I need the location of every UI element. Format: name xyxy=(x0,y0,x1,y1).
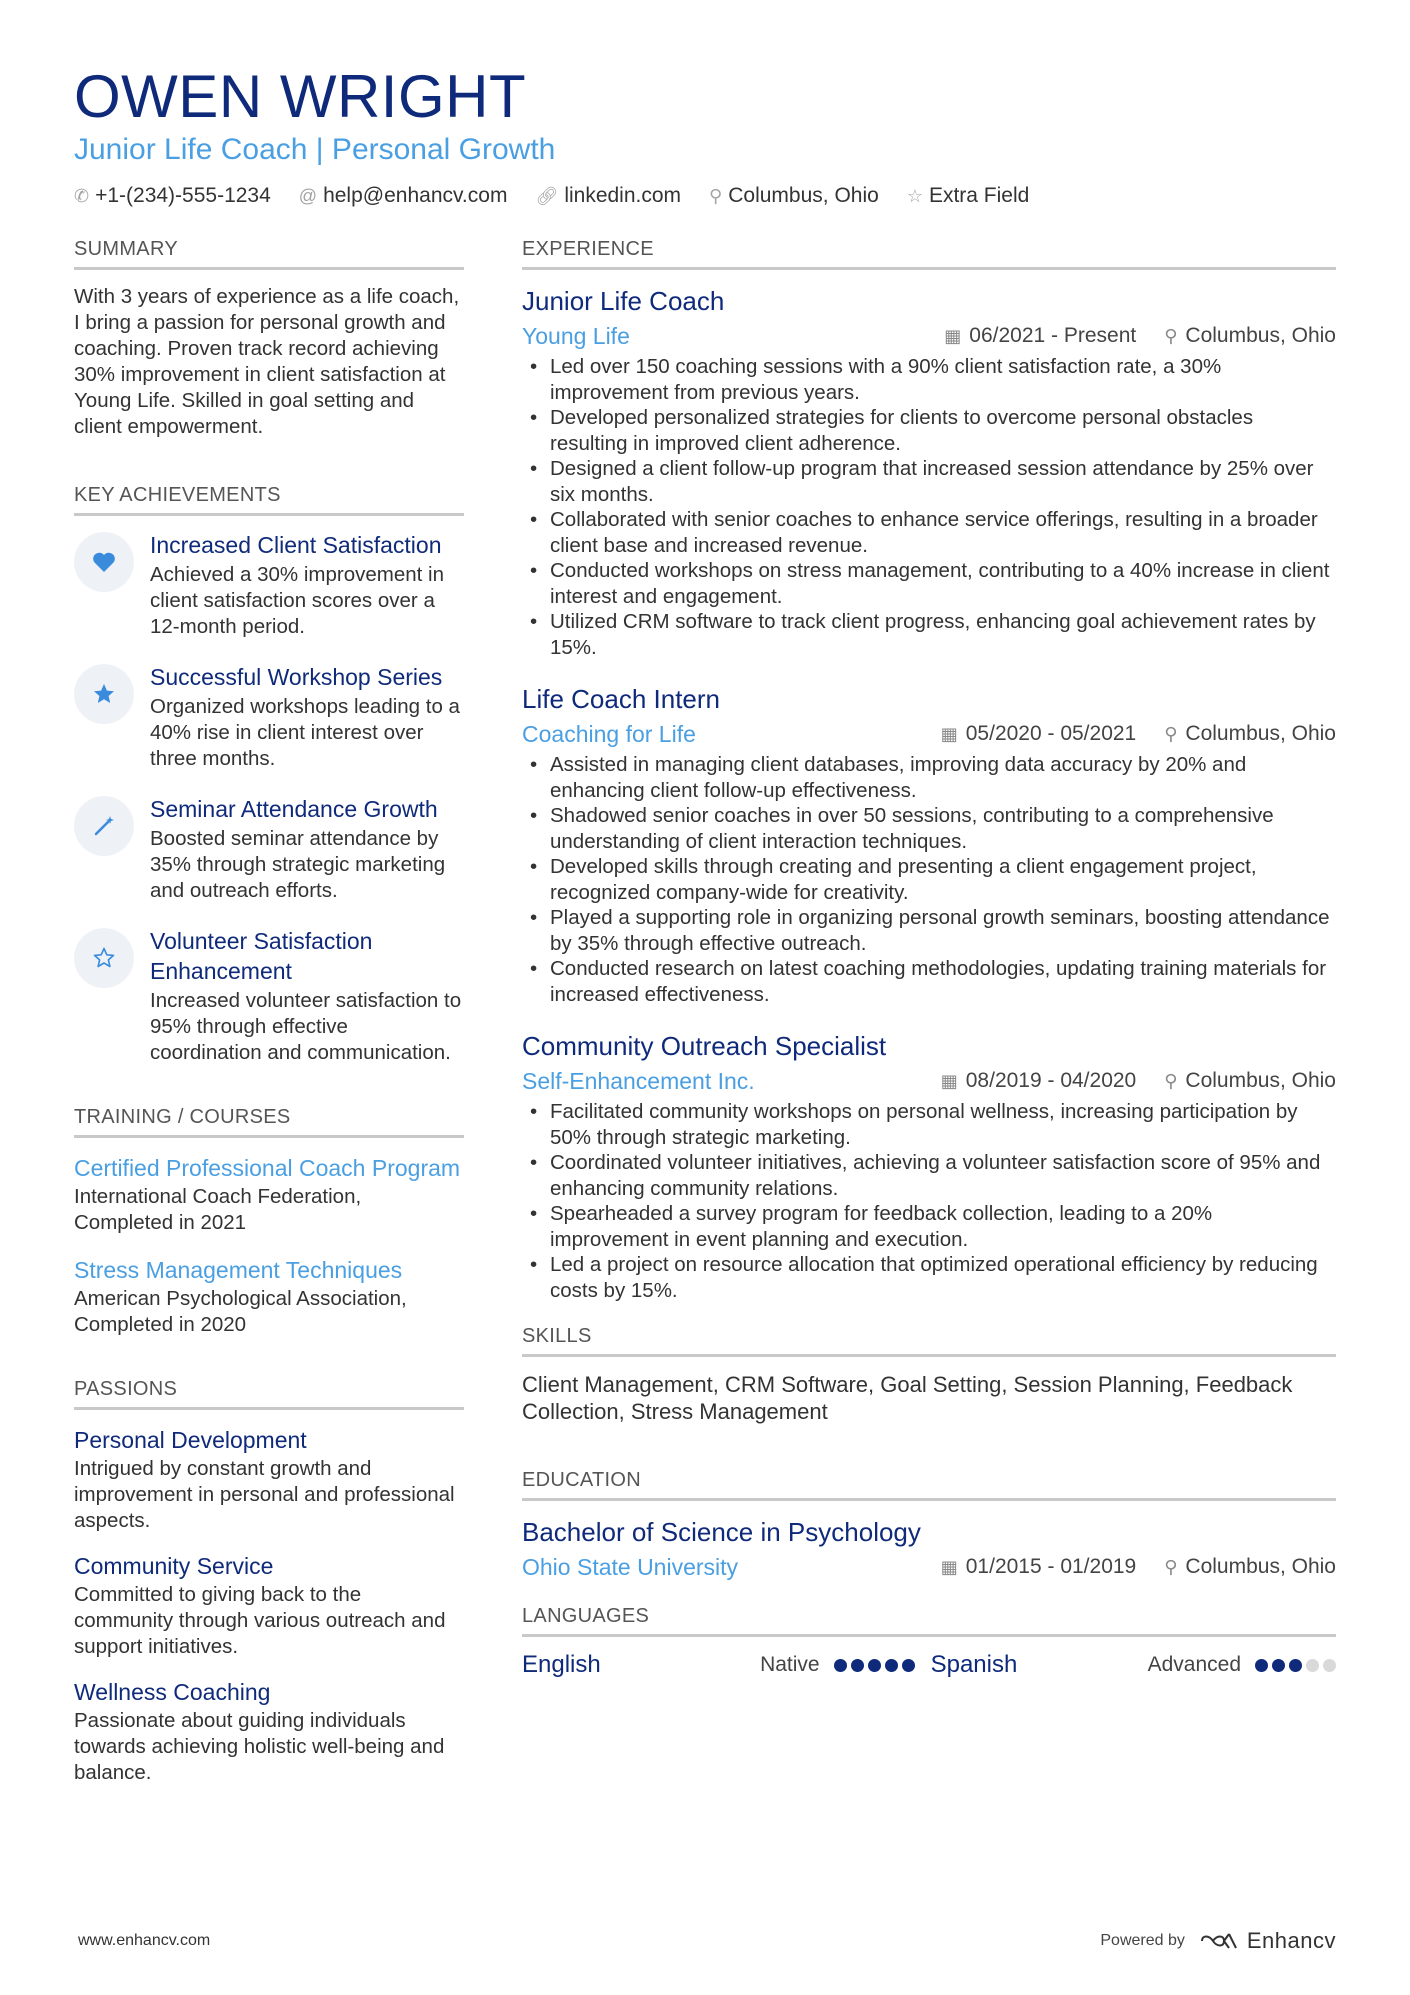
passion-desc: Intrigued by constant growth and improvement in personal and professional aspects. xyxy=(74,1457,455,1532)
list-item: • Shadowed senior coaches in over 50 sessions, contributing to a comprehensive understanding of client interaction techniques. xyxy=(522,803,1336,854)
list-item: • Developed personalized strategies for clients to overcome personal obstacles resulting in improved client adherence. xyxy=(522,405,1336,456)
powered-label: Powered by xyxy=(1100,1932,1185,1949)
job-title: Community Outreach Specialist xyxy=(522,1031,887,1061)
brand-name: Enhancv xyxy=(1246,1928,1336,1953)
contact-phone[interactable]: ✆ +1-(234)-555-1234 xyxy=(74,184,271,207)
achievement-item xyxy=(74,530,464,640)
rating-dot-filled xyxy=(1289,1659,1302,1672)
achievement-item xyxy=(74,662,464,772)
passion-desc: Committed to giving back to the community through various outreach and support initiatives. xyxy=(74,1583,446,1658)
passion-title: Community Service xyxy=(74,1553,274,1579)
location-pin-icon: ⚲ xyxy=(1164,325,1178,346)
education-dates: 01/2015 - 01/2019 xyxy=(965,1555,1137,1578)
location-pin-icon: ⚲ xyxy=(1164,723,1178,744)
list-item: • Coordinated volunteer initiatives, achieving a volunteer satisfaction score of 95% and enhancing community relations. xyxy=(522,1150,1336,1201)
list-item: • Conducted research on latest coaching methodologies, updating training materials for increased effectiveness. xyxy=(522,956,1336,1007)
job-company: Young Life xyxy=(522,323,630,349)
language-name: Spanish xyxy=(930,1651,1018,1678)
rating-dot-empty xyxy=(1323,1659,1336,1672)
calendar-icon: ▦ xyxy=(940,1556,958,1577)
course-title: Certified Professional Coach Program xyxy=(74,1155,461,1181)
brand-logo[interactable] xyxy=(1199,1928,1336,1954)
achievement-title: Successful Workshop Series xyxy=(150,664,443,690)
training-section xyxy=(74,1106,464,1338)
calendar-icon: ▦ xyxy=(944,325,962,346)
achievements-section xyxy=(74,484,464,1066)
job-bullets xyxy=(522,354,1336,660)
rating-dot-filled xyxy=(1272,1659,1285,1672)
list-item: • Played a supporting role in organizing personal growth seminars, boosting attendance by 35% through effective outreach. xyxy=(522,905,1336,956)
language-level: Advanced xyxy=(1147,1653,1241,1676)
education-section xyxy=(522,1469,1336,1583)
rating-dot-filled xyxy=(885,1659,898,1672)
section-title: EXPERIENCE xyxy=(522,238,1336,270)
achievement-title: Volunteer Satisfaction Enhancement xyxy=(150,928,373,984)
passion-item xyxy=(74,1424,464,1534)
contact-email[interactable]: @ help@enhancv.com xyxy=(298,184,508,207)
job-company: Self-Enhancement Inc. xyxy=(522,1068,755,1094)
achievement-desc: Achieved a 30% improvement in client satisfaction scores over a 12-month period. xyxy=(150,563,444,638)
passion-title: Wellness Coaching xyxy=(74,1679,271,1705)
job-location: Columbus, Ohio xyxy=(1185,722,1336,745)
experience-section xyxy=(522,238,1336,1303)
job-entry xyxy=(522,1029,1336,1303)
achievement-desc: Boosted seminar attendance by 35% through strategic marketing and outreach efforts. xyxy=(150,827,446,902)
contact-location: ⚲ Columbus, Ohio xyxy=(709,184,879,207)
list-item: • Developed skills through creating and presenting a client engagement project, recognized company-wide for creativity. xyxy=(522,854,1336,905)
passion-item xyxy=(74,1676,464,1786)
passions-section xyxy=(74,1378,464,1786)
rating-dot-filled xyxy=(851,1659,864,1672)
contact-bar xyxy=(74,184,1336,208)
achievement-title: Increased Client Satisfaction xyxy=(150,532,442,558)
passion-title: Personal Development xyxy=(74,1427,307,1453)
language-rating xyxy=(1255,1659,1336,1672)
job-title: Junior Life Coach xyxy=(522,286,725,316)
rating-dot-filled xyxy=(902,1659,915,1672)
section-title: SUMMARY xyxy=(74,238,464,270)
star-outline-icon xyxy=(74,928,134,988)
rating-dot-filled xyxy=(834,1659,847,1672)
location-pin-icon: ⚲ xyxy=(709,185,723,206)
list-item: • Conducted workshops on stress management, contributing to a 40% increase in client interest and engagement. xyxy=(522,558,1336,609)
achievement-desc: Organized workshops leading to a 40% rise in client interest over three months. xyxy=(150,695,460,770)
school-name: Ohio State University xyxy=(522,1554,739,1580)
job-entry xyxy=(522,284,1336,660)
section-title: KEY ACHIEVEMENTS xyxy=(74,484,464,516)
summary-section xyxy=(74,238,464,440)
list-item: • Utilized CRM software to track client progress, enhancing goal achievement rates by 15%. xyxy=(522,609,1336,660)
course-item xyxy=(74,1152,464,1236)
list-item: • Spearheaded a survey program for feedback collection, leading to a 20% improvement in event planning and execution. xyxy=(522,1201,1336,1252)
footer-site-link[interactable]: www.enhancv.com xyxy=(78,1932,211,1949)
link-icon: 🔗︎ xyxy=(535,185,559,206)
calendar-icon: ▦ xyxy=(940,723,958,744)
contact-linkedin[interactable]: 🔗︎ linkedin.com xyxy=(535,184,682,207)
job-entry xyxy=(522,682,1336,1007)
section-title: EDUCATION xyxy=(522,1469,1336,1501)
enhancv-logo-icon xyxy=(1199,1930,1239,1952)
section-title: LANGUAGES xyxy=(522,1605,1336,1637)
job-location: Columbus, Ohio xyxy=(1185,324,1336,347)
resume-title: Junior Life Coach | Personal Growth xyxy=(74,133,556,166)
summary-text: With 3 years of experience as a life coach, I bring a passion for personal growth and coaching. Proven track record achieving 30% improvement in client satisfaction at Young Life. Skilled in goal setting and client empowerment. xyxy=(74,285,460,438)
job-company: Coaching for Life xyxy=(522,721,696,747)
achievement-item xyxy=(74,794,464,904)
location-pin-icon: ⚲ xyxy=(1164,1070,1178,1091)
rating-dot-empty xyxy=(1306,1659,1319,1672)
job-dates: 06/2021 - Present xyxy=(969,324,1137,347)
job-title: Life Coach Intern xyxy=(522,684,721,714)
education-location: Columbus, Ohio xyxy=(1185,1555,1336,1578)
passion-desc: Passionate about guiding individuals towards achieving holistic well-being and balance. xyxy=(74,1709,445,1784)
language-name: English xyxy=(522,1651,601,1678)
contact-extra: ☆ Extra Field xyxy=(906,184,1030,207)
job-location: Columbus, Ohio xyxy=(1185,1069,1336,1092)
at-icon: @ xyxy=(298,185,318,206)
list-item: • Collaborated with senior coaches to enhance service offerings, resulting in a broader client base and increased revenue. xyxy=(522,507,1336,558)
list-item: • Led over 150 coaching sessions with a 90% client satisfaction rate, a 30% improvement from previous years. xyxy=(522,354,1336,405)
list-item: • Designed a client follow-up program that increased session attendance by 25% over six months. xyxy=(522,456,1336,507)
list-item: • Facilitated community workshops on personal wellness, increasing participation by 50% through strategic marketing. xyxy=(522,1099,1336,1150)
magic-wand-icon xyxy=(74,796,134,856)
job-dates: 05/2020 - 05/2021 xyxy=(965,722,1137,745)
section-title: PASSIONS xyxy=(74,1378,464,1410)
degree-title: Bachelor of Science in Psychology xyxy=(522,1517,921,1547)
course-item xyxy=(74,1254,464,1338)
language-item xyxy=(931,1651,1336,1679)
languages-section xyxy=(522,1605,1336,1679)
section-title: TRAINING / COURSES xyxy=(74,1106,464,1138)
resume-name: OWEN WRIGHT xyxy=(74,63,527,130)
powered-by xyxy=(1100,1928,1336,1954)
education-entry xyxy=(522,1515,1336,1583)
location-pin-icon: ⚲ xyxy=(1164,1556,1178,1577)
list-item: • Led a project on resource allocation that optimized operational efficiency by reducing costs by 15%. xyxy=(522,1252,1336,1303)
job-bullets xyxy=(522,1099,1336,1303)
language-level: Native xyxy=(760,1653,820,1676)
course-desc: American Psychological Association, Completed in 2020 xyxy=(74,1287,407,1336)
course-title: Stress Management Techniques xyxy=(74,1257,403,1283)
course-desc: International Coach Federation, Completed in 2021 xyxy=(74,1185,362,1234)
list-item: • Assisted in managing client databases, improving data accuracy by 20% and enhancing client follow-up effectiveness. xyxy=(522,752,1336,803)
job-dates: 08/2019 - 04/2020 xyxy=(965,1069,1137,1092)
star-outline-icon: ☆ xyxy=(906,185,923,206)
achievement-desc: Increased volunteer satisfaction to 95% through effective coordination and communication. xyxy=(150,989,462,1064)
rating-dot-filled xyxy=(868,1659,881,1672)
language-item xyxy=(522,1651,915,1679)
phone-icon: ✆ xyxy=(74,185,90,206)
section-title: SKILLS xyxy=(522,1325,1336,1357)
footer xyxy=(78,1928,1336,1954)
heart-icon xyxy=(74,532,134,592)
job-bullets xyxy=(522,752,1336,1007)
skills-text: Client Management, CRM Software, Goal Setting, Session Planning, Feedback Collection, Stress Management xyxy=(522,1372,1293,1424)
achievement-item xyxy=(74,926,464,1066)
star-icon xyxy=(74,664,134,724)
achievement-title: Seminar Attendance Growth xyxy=(150,796,438,822)
language-rating xyxy=(834,1659,915,1672)
calendar-icon: ▦ xyxy=(940,1070,958,1091)
right-column xyxy=(522,238,1336,1802)
rating-dot-filled xyxy=(1255,1659,1268,1672)
passion-item xyxy=(74,1550,464,1660)
skills-section xyxy=(522,1325,1336,1425)
left-column xyxy=(74,238,464,1802)
